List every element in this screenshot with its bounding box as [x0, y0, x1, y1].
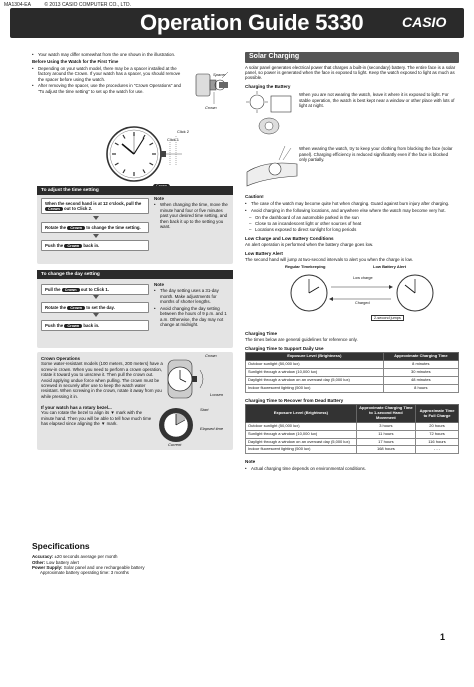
recover-col-2: Approximate Charging Time to 1-second Hand Movement — [356, 405, 415, 423]
time-step-1-text-a: When the second hand is at 12 o'clock, pull the — [45, 200, 142, 206]
day-note-item-1: • The day setting uses a 31-day month. Make adjustments for months of shorter lengths. — [154, 288, 229, 304]
day-note-item-2: • Avoid changing the day setting between the hours of 9 p.m. and 1 a.m. Otherwise, the day may not change at midnight. — [154, 306, 229, 328]
table-cell: 72 hours — [416, 430, 459, 438]
charging-time-text: The times below are general guidelines for reference only. — [245, 337, 358, 343]
charging-time-heading: Charging Time — [245, 330, 278, 336]
accuracy-key: Accuracy: — [32, 554, 54, 560]
page-number: 1 — [440, 632, 446, 642]
charging-illustrations — [245, 90, 459, 194]
table-cell: Indoor fluorescent lighting (500 lux) — [246, 384, 384, 392]
day-step-3-text-b: back in. — [83, 322, 100, 328]
table-cell: Daylight through a window on an overcast day (5,000 lux) — [246, 438, 357, 446]
other-key: Other: — [32, 559, 46, 565]
page-title: Operation Guide 5330 — [140, 10, 364, 35]
day-step-3 — [41, 320, 149, 331]
table-cell: 8 hours — [383, 384, 458, 392]
copyright: © 2013 CASIO COMPUTER CO., LTD. — [44, 2, 132, 8]
day-change-panel — [37, 270, 233, 348]
solar-title: Solar Charging — [245, 52, 459, 63]
crown-ops-crown-label: Crown — [205, 353, 217, 358]
before-use-heading: Before Using the Watch for the First Time — [32, 59, 119, 65]
final-note-heading: Note — [245, 459, 256, 465]
caution-sub-2: – Close to an incandescent light or other sources of heat — [245, 221, 459, 226]
day-step-1 — [41, 284, 149, 295]
bezel-start-label: Start — [200, 407, 209, 412]
day-step-1-text-b: out to Click 1. — [80, 286, 109, 292]
accuracy-value: ±20 seconds average per month — [54, 554, 118, 560]
table-row — [246, 376, 459, 384]
day-step-1-text-a: Pull the — [45, 286, 61, 292]
table-cell: 30 minutes — [383, 368, 458, 376]
table-cell: Daylight through a window on an overcast day (5,000 lux) — [246, 376, 384, 384]
table-cell: 3 hours — [356, 422, 415, 430]
table-row — [246, 446, 459, 454]
day-note-heading: Note — [154, 282, 164, 287]
recover-table — [245, 404, 459, 454]
bezel-elapsed-label: Elapsed time — [200, 426, 224, 431]
table-cell: Sunlight through a window (10,000 lux) — [246, 368, 384, 376]
time-step-2-text-b: to change the time setting. — [86, 224, 141, 230]
time-arrow-2 — [93, 234, 99, 238]
low-alert-heading: Low Battery Alert — [245, 250, 283, 256]
table-row — [246, 430, 459, 438]
table-cell: Outdoor sunlight (50,000 lux) — [246, 422, 357, 430]
day-step-2-crown: Crown — [67, 306, 85, 311]
low-battery-diagram — [245, 263, 459, 323]
specs-title: Specifications — [32, 541, 90, 551]
diagram-charged: Charged — [355, 300, 370, 305]
table-cell: Indoor fluorescent lighting (500 lux) — [246, 446, 357, 454]
intro-bullet-illustration: • Your watch may differ somewhat from the one shown in the illustration. — [32, 52, 182, 57]
daily-use-table — [245, 352, 459, 392]
diagram-lowcharge: Low charge — [353, 275, 373, 280]
table-row — [246, 438, 459, 446]
caution-item-1: • The case of the watch may become quite hot when charging. Guard against burn injury after charging. — [245, 201, 459, 206]
table-row — [246, 361, 459, 369]
time-arrow-1 — [93, 216, 99, 220]
low-charge-heading: Low Charge and Low Battery Conditions — [245, 235, 334, 241]
wrist-watch-icon — [245, 142, 299, 192]
table-cell: Outdoor sunlight (50,000 lux) — [246, 361, 384, 369]
caution-sub-3: – Locations exposed to direct sunlight for long periods — [245, 227, 459, 232]
time-note-heading: Note — [154, 196, 164, 201]
crown-ops-block — [41, 356, 163, 399]
day-arrow-1 — [93, 295, 99, 299]
time-note-item: • When changing the time, move the minute hand four or five minutes past your desired time setting, and then back it up to the setting you want. — [154, 202, 229, 229]
charge-note-2: When wearing the watch, try to keep your clothing from blocking the face (solar panel). Charging efficiency is reduced significantly even if the face is blocked only partially. — [299, 146, 453, 162]
day-step-1-crown: Crown — [62, 288, 80, 293]
diagram-left-label: Regular Timekeeping — [285, 263, 326, 269]
day-step-3-crown: Crown — [64, 324, 82, 329]
intro-bullet-spacer: • Depending on your watch model, there may be a spacer installed at the factory around the Crown. If your watch has a spacer, you should remove the spacer before using the watch. — [32, 66, 182, 82]
daily-col-2: Approximate Charging Time — [383, 353, 458, 361]
table-cell: 20 hours — [416, 422, 459, 430]
charging-battery-heading: Charging the Battery — [245, 83, 291, 89]
time-step-2-text-a: Rotate the — [45, 224, 67, 230]
crown-ops-text: Some water-resistant models (100 meters, 200 meters) have a screw-in crown. When you need to perform a crown operation, rotate it toward you to unscrew it. Then pull the crown out. Avoid applying undue force when pulling. The crown must be screwed in securely after use to keep the watch water resistant. When screwing in the crown, rotate it away from you while pressing it in. — [41, 361, 163, 399]
low-alert-text: The second hand will jump at two-second intervals to alert you when the charge is low. — [245, 257, 413, 263]
time-step-1-crown: Crown — [45, 207, 63, 212]
recover-col-3: Approximate Time to Full Charge — [416, 405, 459, 423]
table-row — [246, 422, 459, 430]
day-step-2-text-b: to set the day. — [86, 304, 115, 310]
final-note-text: • Actual charging time depends on environmental conditions. — [245, 466, 459, 471]
spacer-label: Spacer — [213, 72, 226, 77]
window-sun-icon — [245, 90, 295, 140]
time-adjust-heading: To adjust the time setting — [37, 186, 233, 195]
power-value-2: Approximate battery operating time: 3 months — [40, 570, 129, 576]
table-cell: Sunlight through a window (10,000 lux) — [246, 430, 357, 438]
click2-label: Click 2 — [177, 129, 190, 134]
brand-logo: CASIO — [402, 14, 447, 30]
time-step-3-text-a: Push the — [45, 242, 64, 248]
power-key: Power Supply: — [32, 565, 63, 571]
time-step-3-crown: Crown — [64, 244, 82, 249]
doc-code: MA1304-EA — [4, 2, 31, 8]
day-step-3-text-a: Push the — [45, 322, 64, 328]
daily-use-heading: Charging Time to Support Daily Use — [245, 345, 324, 351]
table-row — [246, 384, 459, 392]
intro-bullet-after: • After removing the spacer, use the procedures in "Crown Operations" and "To adjust the time setting" to set up the watch for use. — [32, 83, 182, 94]
bezel-current-label: Current — [168, 442, 182, 447]
click1-label: Click 1 — [167, 137, 180, 142]
bezel-heading: If your watch has a rotary bezel... — [41, 405, 112, 410]
specifications-section — [32, 541, 232, 576]
caution-heading: Caution! — [245, 194, 264, 200]
table-cell: 116 hours — [416, 438, 459, 446]
solar-intro: A solar panel generates electrical power that charges a built-in (secondary) battery. The entire face is a solar panel, so power is generated when the face is exposed to light. Keep the watch exposed to light as much as possible. — [245, 64, 456, 81]
table-cell: 17 hours — [356, 438, 415, 446]
table-row — [246, 368, 459, 376]
table-cell: 11 hours — [356, 430, 415, 438]
day-arrow-2 — [93, 313, 99, 317]
charge-note-1: When you are not wearing the watch, leave it where it is exposed to light. For stable operation, the watch is best kept near a window or other place with lots of light at night. — [299, 92, 455, 108]
crown-ops-loosen-label: Loosen — [210, 392, 224, 397]
solar-section — [245, 52, 459, 473]
table-cell: 8 minutes — [383, 361, 458, 369]
table-cell: - - - — [416, 446, 459, 454]
time-note — [154, 196, 229, 231]
table-cell: 48 minutes — [383, 376, 458, 384]
bezel-illustration — [158, 405, 198, 447]
recover-heading: Charging Time to Recover from Dead Battery — [245, 397, 344, 403]
crown-label: Crown — [205, 105, 217, 110]
table-cell: 168 hours — [356, 446, 415, 454]
low-charge-text: An alert operation is performed when the battery charge goes low. — [245, 242, 374, 248]
time-step-3-text-b: back in. — [83, 242, 100, 248]
recover-col-1: Exposure Level (Brightness) — [246, 405, 357, 423]
daily-col-1: Exposure Level (Brightness) — [246, 353, 384, 361]
time-step-2 — [41, 222, 149, 233]
caution-sub-1: – On the dashboard of an automobile parked in the sun — [245, 215, 459, 220]
time-adjust-panel — [37, 186, 233, 264]
bezel-block — [41, 405, 153, 427]
diagram-right-label: Low Battery Alert — [373, 263, 406, 269]
time-step-1-text-b: out to Click 2. — [64, 205, 93, 211]
crown-ops-heading: Crown Operations — [41, 356, 81, 361]
diagram-interval: 2-second jumps — [371, 315, 404, 322]
bezel-text: You can rotate the bezel to align its ▼ mark with the minute hand. Then you will be able to tell how much time has elapsed since aligning the ▼ mark. — [41, 410, 152, 427]
other-value: Low battery alert — [46, 559, 79, 565]
time-step-1 — [41, 198, 149, 214]
time-step-3 — [41, 240, 149, 251]
time-step-2-crown: Crown — [67, 226, 85, 231]
day-note — [154, 282, 229, 329]
day-step-2-text-a: Rotate the — [45, 304, 67, 310]
day-change-heading: To change the day setting — [37, 270, 233, 279]
day-step-2 — [41, 302, 149, 313]
power-value: Solar panel and one rechargeable battery — [63, 565, 145, 571]
caution-item-2: • Avoid charging in the following locations, and anywhere else where the watch may become very hot. — [245, 208, 459, 213]
